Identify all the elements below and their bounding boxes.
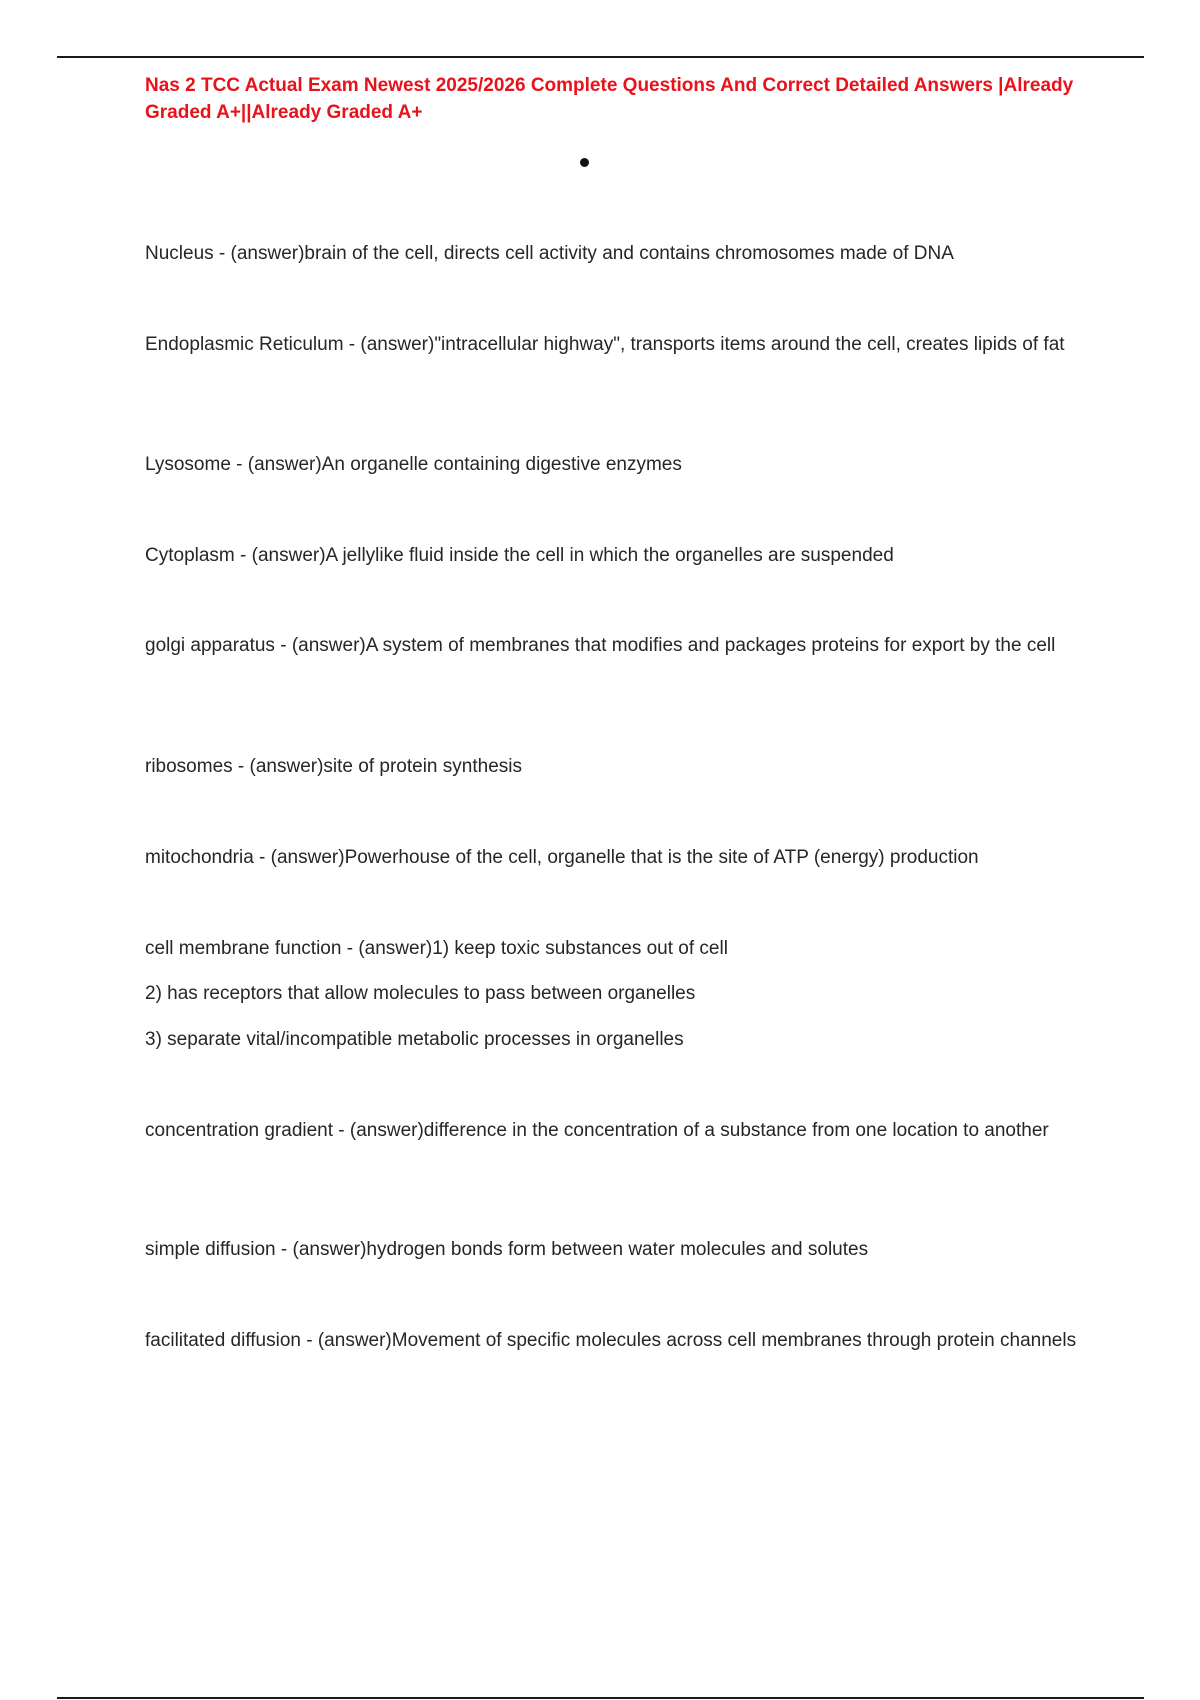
entry-ribosomes: ribosomes - (answer)site of protein synthesis [145,756,522,777]
entry-cytoplasm: Cytoplasm - (answer)A jellylike fluid inside the cell in which the organelles are suspended [145,545,894,566]
entry-cell-membrane-function: cell membrane function - (answer)1) keep toxic substances out of cell [145,938,728,959]
entry-lysosome: Lysosome - (answer)An organelle containing digestive enzymes [145,454,682,475]
entry-simple-diffusion: simple diffusion - (answer)hydrogen bonds form between water molecules and solutes [145,1239,869,1260]
entry-facilitated-diffusion: facilitated diffusion - (answer)Movement of specific molecules across cell membranes through protein channels [145,1330,1077,1351]
entry-nucleus: Nucleus - (answer)brain of the cell, directs cell activity and contains chromosomes made of DNA [145,243,954,264]
entry-cell-membrane-point-3: 3) separate vital/incompatible metabolic processes in organelles [145,1029,684,1050]
entry-concentration-gradient: concentration gradient - (answer)difference in the concentration of a substance from one location to another [145,1120,1049,1141]
top-rule [57,56,1144,58]
entry-mitochondria: mitochondria - (answer)Powerhouse of the cell, organelle that is the site of ATP (energy) production [145,847,979,868]
entry-endoplasmic-reticulum: Endoplasmic Reticulum - (answer)"intracellular highway", transports items around the cell, creates lipids of fat [145,334,1065,355]
entry-cell-membrane-point-2: 2) has receptors that allow molecules to pass between organelles [145,983,696,1004]
bullet-icon [580,158,589,167]
bottom-rule [57,1697,1144,1699]
entry-golgi-apparatus: golgi apparatus - (answer)A system of membranes that modifies and packages proteins for export by the cell [145,635,1056,656]
document-title: Nas 2 TCC Actual Exam Newest 2025/2026 Complete Questions And Correct Detailed Answers |Already Graded A+||Already Graded A+ [145,75,1074,123]
